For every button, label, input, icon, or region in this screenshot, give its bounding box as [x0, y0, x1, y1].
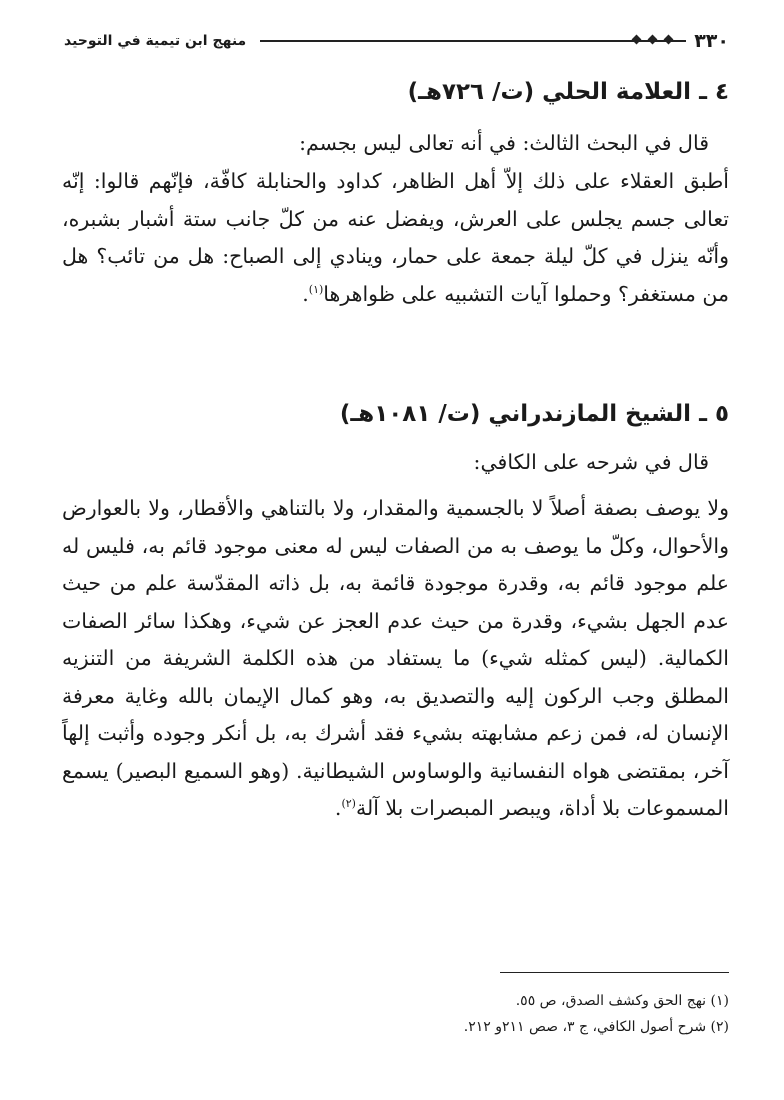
page-number: ٣٣٠ — [694, 30, 729, 52]
header-rule — [260, 40, 686, 42]
section-5-body — [62, 490, 729, 828]
section-4-body-text: أطبق العقلاء على ذلك إلاّ أهل الظاهر، كداود والحنابلة كافّة، فإنّهم قالوا: إنّه تعالى جسم يجلس على العرش، ويفضل عنه من كلّ جانب ستة أشبار بشبره، وأنّه ينزل في كلّ ليلة جمعة على حمار، وينادي إلى الصباح: هل من تائب؟ هل من مستغفر؟ وحملوا آيات التشبيه على ظواهرها — [62, 169, 729, 306]
footnote-ref-2[interactable]: (٢) — [341, 797, 356, 811]
footnote-1: (١) نهج الحق وكشف الصدق، ص ٥٥. — [515, 993, 729, 1009]
running-title: منهج ابن تيمية في التوحيد — [64, 33, 247, 49]
running-header — [64, 26, 729, 56]
section-4-intro: قال في البحث الثالث: في أنه تعالى ليس بجسم: — [299, 131, 709, 155]
footnotes — [62, 988, 729, 1040]
section-5-body-text: ولا يوصف بصفة أصلاً لا بالجسمية والمقدار، ولا بالتناهي والأقطار، ولا بالعوارض والأحوال، وكلّ ما يوصف به من الصفات ليس له معنى موجود قائم به، فليس له علم موجود قائم به، وقدرة موجودة قائمة به، بل ذاته المقدّسة علم من حيث عدم الجهل بشيء، وقدرة من حيث عدم العجز عن شيء، وهكذا سائر الصفات الكمالية. (ليس كمثله شيء) ما يستفاد من هذه الكلمة الشريفة من التنزيه المطلق وجب الركون إليه والتصديق به، وهو كمال الإيمان بالله وغاية معرفة الإنسان له، فمن زعم مشابهته بشيء فقد أشرك به، بل أنكر وجوده وأثبت إلهاً آخر، بمقتضى هواه النفسانية والوساوس الشيطانية. (وهو السميع البصير) يسمع المسموعات بلا أداة، ويبصر المبصرات بلا آلة — [62, 496, 729, 820]
section-heading-5: ٥ ـ الشيخ المازندراني (ت/ ١٠٨١هـ) — [339, 401, 729, 427]
footnote-2: (٢) شرح أصول الكافي، ج ٣، صص ٢١١و ٢١٢. — [463, 1019, 729, 1035]
sentence-end: . — [302, 281, 309, 306]
ornament-diamond — [632, 35, 642, 45]
ornament-diamond — [648, 35, 658, 45]
section-4-body — [62, 163, 729, 313]
ornament-diamond — [664, 35, 674, 45]
header-ornament — [260, 35, 686, 47]
section-5-intro: قال في شرحه على الكافي: — [473, 450, 709, 474]
footnote-ref-1[interactable]: (١) — [308, 282, 324, 296]
sentence-end: . — [334, 796, 342, 820]
section-heading-4: ٤ ـ العلامة الحلي (ت/ ٧٢٦هـ) — [407, 79, 729, 105]
footnote-separator — [500, 972, 729, 973]
